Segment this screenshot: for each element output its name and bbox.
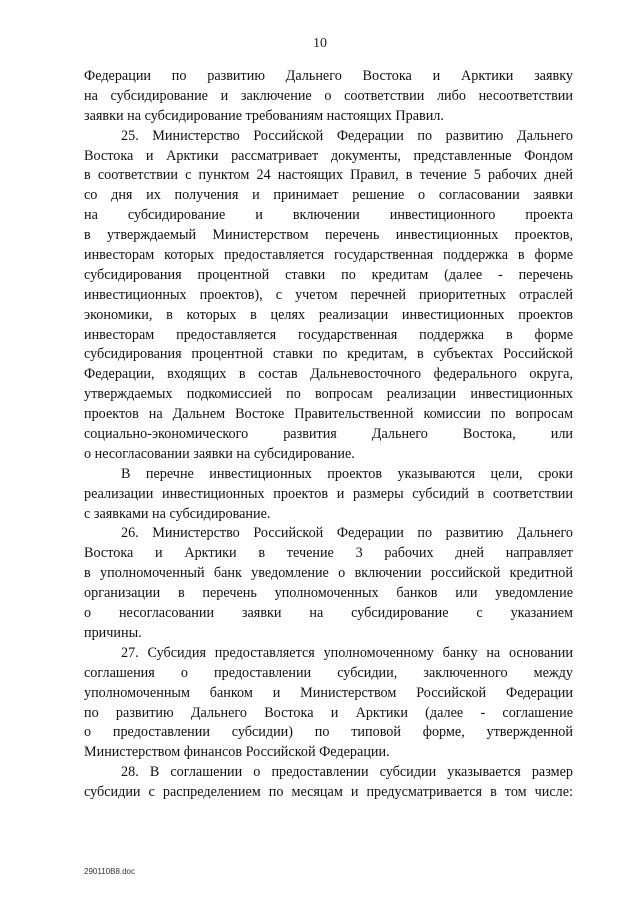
- text-line: 25. Министерство Российской Федерации по развитию Дальнего: [121, 127, 573, 144]
- text-line: о несогласовании заявки на субсидирование с указанием: [84, 605, 573, 622]
- text-line: 27. Субсидия предоставляется уполномоченному банку на основании: [121, 644, 573, 661]
- text-line: Федерации, входящих в состав Дальневосточного федерального округа,: [84, 366, 573, 383]
- text-line: Федерации по развитию Дальнего Востока и Арктики заявку: [84, 68, 573, 84]
- text-line: утверждаемых подкомиссией по вопросам реализации инвестиционных: [84, 386, 573, 403]
- text-line: о предоставлении субсидии) по типовой форме, утвержденной: [84, 724, 573, 741]
- text-line: субсидирования процентной ставки по кредитам, в субъектах Российской: [84, 346, 573, 363]
- text-line: Востока и Арктики рассматривает документы, представленные Фондом: [84, 147, 573, 164]
- text-line: Востока и Арктики в течение 3 рабочих дней направляет: [84, 545, 573, 562]
- text-line: заявки на субсидирование требованиям настоящих Правил.: [84, 107, 444, 124]
- text-line: социально-экономического развития Дальнего Востока, или: [84, 426, 573, 443]
- text-line: на субсидирование и включении инвестиционного проекта: [84, 207, 573, 224]
- text-line: организации в перечень уполномоченных банков или уведомление: [84, 585, 573, 602]
- page-number: 10: [313, 36, 327, 51]
- file-name-footer: 290110B8.doc: [84, 867, 136, 876]
- text-line: 26. Министерство Российской Федерации по развитию Дальнего: [121, 525, 573, 542]
- text-line: реализации инвестиционных проектов и размеры субсидий в соответствии: [84, 485, 573, 502]
- text-line: по развитию Дальнего Востока и Арктики (далее - соглашение: [84, 704, 573, 721]
- text-line: субсидии с распределением по месяцам и предусматривается в том числе:: [84, 784, 573, 801]
- text-line: в утверждаемый Министерством перечень инвестиционных проектов,: [84, 227, 573, 244]
- text-line: инвестиционных проектов), с учетом перечней приоритетных отраслей: [84, 286, 573, 303]
- text-line: 28. В соглашении о предоставлении субсидии указывается размер: [121, 764, 573, 781]
- text-line: в уполномоченный банк уведомление о включении российской кредитной: [84, 565, 573, 582]
- text-line: экономики, в которых в целях реализации инвестиционных проектов: [84, 306, 573, 323]
- text-line: в соответствии с пунктом 24 настоящих Правил, в течение 5 рабочих дней: [84, 167, 573, 184]
- text-line: инвесторам предоставляется государственная поддержка в форме: [84, 326, 573, 343]
- text-line: на субсидирование и заключение о соответствии либо несоответствии: [84, 87, 573, 104]
- text-line: Министерством финансов Российской Федерации.: [84, 744, 390, 761]
- text-line: инвесторам которых предоставляется государственная поддержка в форме: [84, 247, 573, 264]
- text-line: причины.: [84, 624, 142, 641]
- text-line: со дня их получения и принимает решение о согласовании заявки: [84, 187, 573, 204]
- text-line: проектов на Дальнем Востоке Правительственной комиссии по вопросам: [84, 406, 573, 423]
- text-line: уполномоченным банком и Министерством Российской Федерации: [84, 684, 573, 701]
- text-line: соглашения о предоставлении субсидии, заключенного между: [84, 664, 573, 681]
- text-line: субсидирования процентной ставки по кредитам (далее - перечень: [84, 266, 573, 283]
- document-body: [84, 67, 573, 803]
- text-line: с заявками на субсидирование.: [84, 505, 271, 522]
- text-line: В перечне инвестиционных проектов указываются цели, сроки: [121, 465, 573, 482]
- text-line: о несогласовании заявки на субсидирование.: [84, 445, 355, 462]
